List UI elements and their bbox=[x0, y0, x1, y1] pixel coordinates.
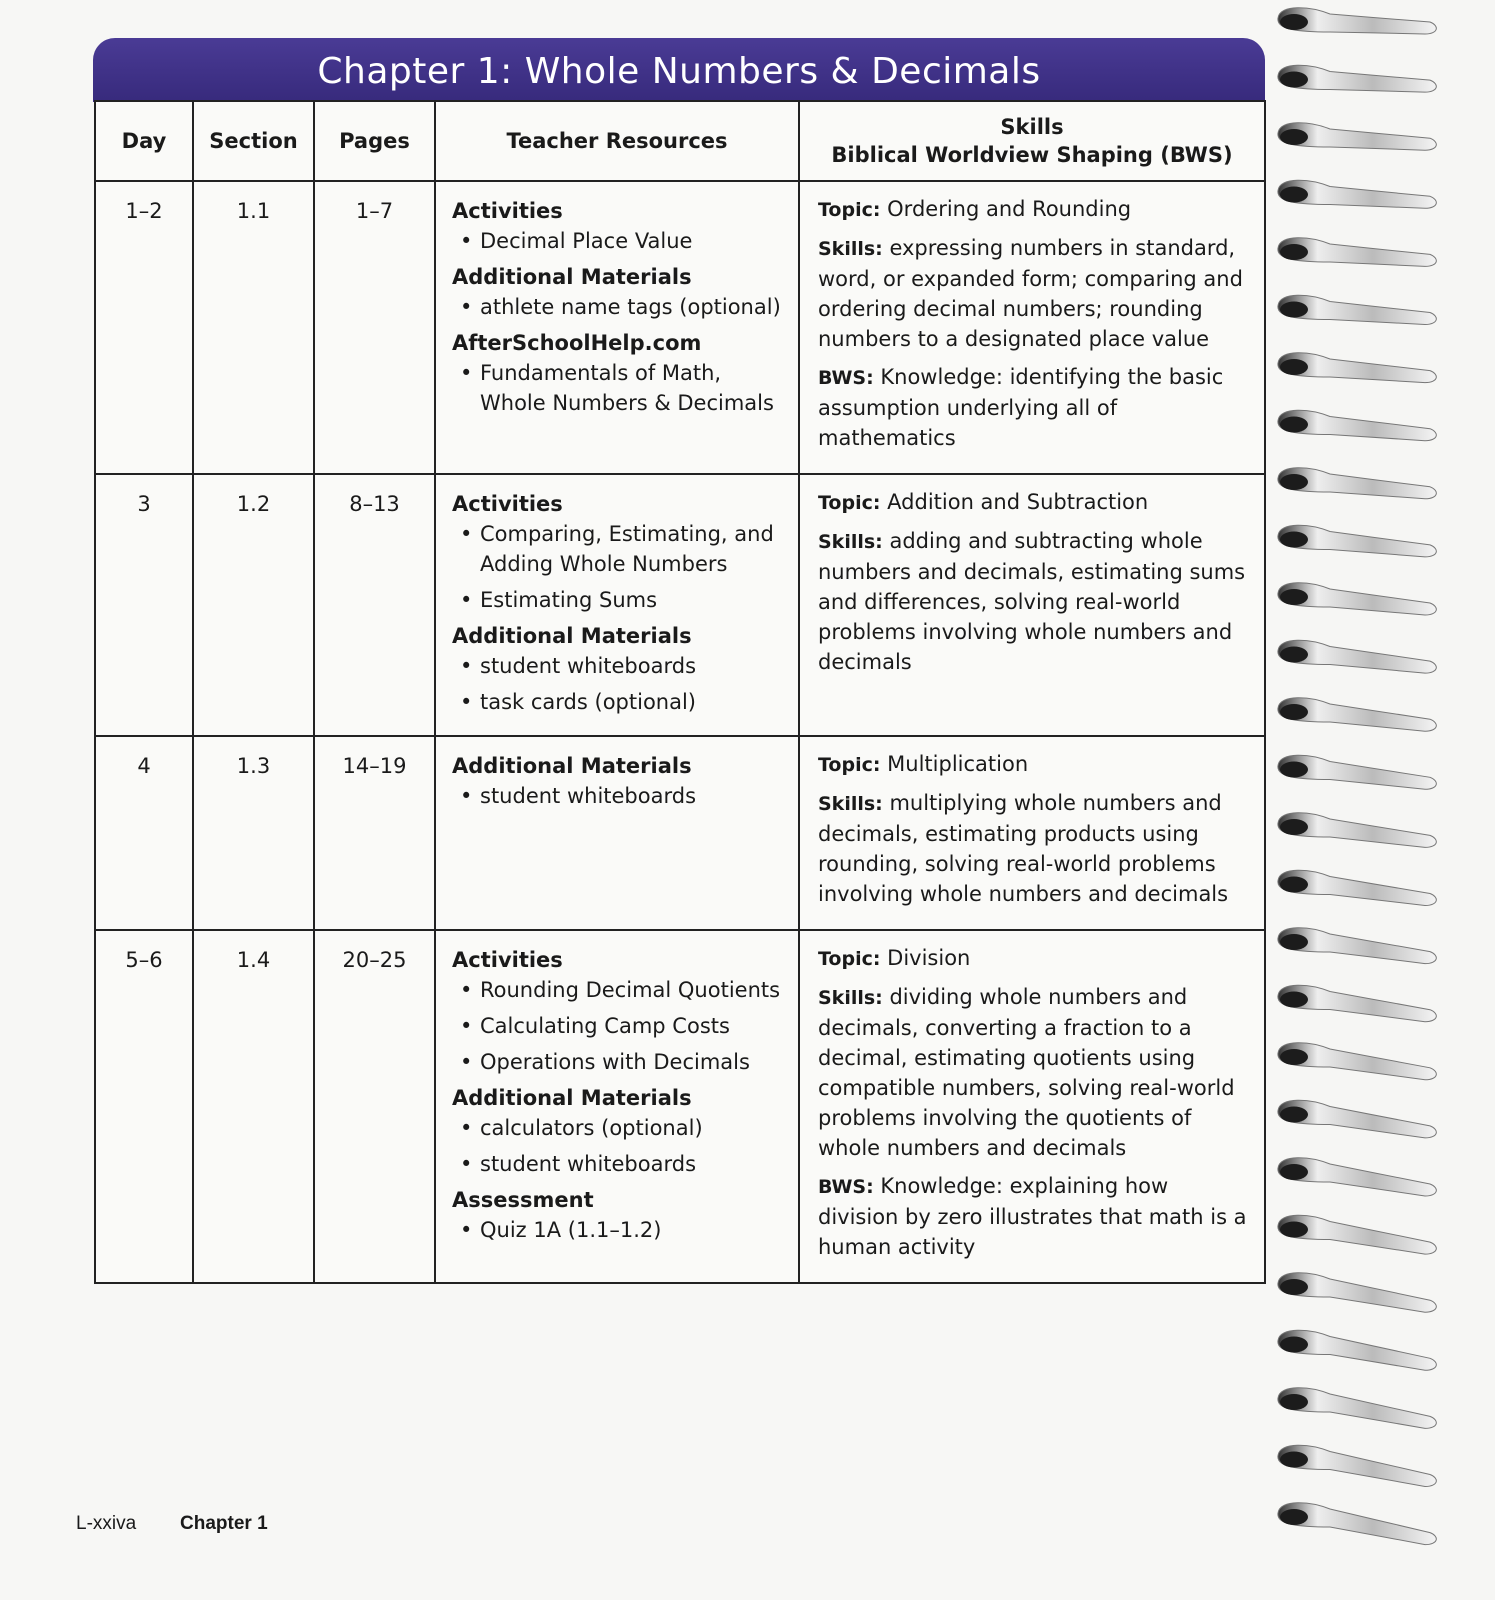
skills-line bbox=[818, 788, 1250, 909]
resource-list bbox=[452, 519, 788, 615]
resource-item: • student whiteboards bbox=[452, 1149, 788, 1179]
resource-item: • Comparing, Estimating, and Adding Whole Numbers bbox=[452, 519, 788, 579]
section-cell: 1.4 bbox=[193, 930, 314, 1283]
spiral-hole bbox=[1280, 992, 1308, 1008]
spiral-hole bbox=[1280, 1049, 1308, 1065]
teacher-resources-cell bbox=[435, 736, 799, 930]
resource-list bbox=[452, 781, 788, 811]
table-header-row bbox=[95, 101, 1265, 181]
table-row bbox=[95, 736, 1265, 930]
skills-cell bbox=[799, 474, 1265, 736]
header-skills-line1: Skills bbox=[1000, 115, 1064, 139]
resource-item: • task cards (optional) bbox=[452, 687, 788, 717]
bws-line bbox=[818, 362, 1250, 453]
table-row bbox=[95, 181, 1265, 474]
page-number: L-xxiva bbox=[76, 1513, 137, 1534]
skills-cell bbox=[799, 930, 1265, 1283]
bws-line-text: Knowledge: explaining how division by zero illustrates that math is a human activity bbox=[818, 1174, 1247, 1259]
skills-line-text: adding and subtracting whole numbers and decimals, estimating sums and differences, solving real-world problems involving whole numbers and decimals bbox=[818, 529, 1246, 674]
resource-item: • Decimal Place Value bbox=[452, 226, 788, 256]
topic-line-text: Addition and Subtraction bbox=[887, 490, 1149, 514]
topic-line-label: Topic: bbox=[818, 492, 881, 514]
table-row bbox=[95, 474, 1265, 736]
pages-cell: 20–25 bbox=[314, 930, 435, 1283]
resource-list bbox=[452, 1215, 788, 1245]
topic-line bbox=[818, 194, 1250, 225]
resource-heading: Additional Materials bbox=[452, 624, 692, 648]
spiral-hole bbox=[1280, 647, 1308, 663]
resource-item: • calculators (optional) bbox=[452, 1113, 788, 1143]
resource-item: • Rounding Decimal Quotients bbox=[452, 975, 788, 1005]
topic-line-text: Multiplication bbox=[887, 752, 1029, 776]
spiral-hole bbox=[1280, 1509, 1308, 1525]
resource-list bbox=[452, 1113, 788, 1179]
spiral-hole bbox=[1280, 1164, 1308, 1180]
resource-heading: Activities bbox=[452, 199, 563, 223]
spiral-hole bbox=[1280, 244, 1308, 260]
resource-item: • Estimating Sums bbox=[452, 585, 788, 615]
resource-list bbox=[452, 358, 788, 418]
topic-line bbox=[818, 943, 1250, 974]
skills-line-label: Skills: bbox=[818, 793, 883, 815]
pages-cell: 8–13 bbox=[314, 474, 435, 736]
skills-line-text: expressing numbers in standard, word, or expanded form; comparing and ordering decimal numbers; rounding numbers to a designated place value bbox=[818, 236, 1243, 351]
spiral-hole bbox=[1280, 934, 1308, 950]
resource-heading: Additional Materials bbox=[452, 265, 692, 289]
resource-heading: Assessment bbox=[452, 1188, 594, 1212]
spiral-hole bbox=[1280, 704, 1308, 720]
spiral-hole bbox=[1280, 589, 1308, 605]
header-skills bbox=[799, 101, 1265, 181]
skills-line-label: Skills: bbox=[818, 987, 883, 1009]
teacher-resources-cell bbox=[435, 930, 799, 1283]
spiral-hole bbox=[1280, 1394, 1308, 1410]
teacher-resources-cell bbox=[435, 474, 799, 736]
skills-line bbox=[818, 233, 1250, 354]
resource-item: • Fundamentals of Math, Whole Numbers & Decimals bbox=[452, 358, 788, 418]
bws-line-label: BWS: bbox=[818, 1176, 874, 1198]
header-day: Day bbox=[95, 101, 193, 181]
resource-heading: Additional Materials bbox=[452, 754, 692, 778]
spiral-hole bbox=[1280, 1452, 1308, 1468]
spiral-hole bbox=[1280, 1279, 1308, 1295]
resource-list bbox=[452, 292, 788, 322]
spiral-hole bbox=[1280, 762, 1308, 778]
header-skills-line2: Biblical Worldview Shaping (BWS) bbox=[831, 143, 1233, 167]
spiral-hole bbox=[1280, 359, 1308, 375]
skills-line-text: multiplying whole numbers and decimals, estimating products using rounding, solving real-world problems involving whole numbers and decimals bbox=[818, 791, 1229, 906]
bws-line-text: Knowledge: identifying the basic assumption underlying all of mathematics bbox=[818, 365, 1224, 450]
bws-line bbox=[818, 1171, 1250, 1262]
skills-cell bbox=[799, 736, 1265, 930]
skills-cell bbox=[799, 181, 1265, 474]
day-cell: 5–6 bbox=[95, 930, 193, 1283]
teacher-resources-cell bbox=[435, 181, 799, 474]
skills-line-text: dividing whole numbers and decimals, converting a fraction to a decimal, estimating quotients using compatible numbers, solving real-world problems involving the quotients of whole numbers and decimals bbox=[818, 985, 1235, 1160]
spiral-hole bbox=[1280, 187, 1308, 203]
resource-list bbox=[452, 975, 788, 1077]
spiral-hole bbox=[1280, 1222, 1308, 1238]
resource-item: • Quiz 1A (1.1–1.2) bbox=[452, 1215, 788, 1245]
footer-chapter: Chapter 1 bbox=[180, 1513, 268, 1534]
section-cell: 1.2 bbox=[193, 474, 314, 736]
header-section: Section bbox=[193, 101, 314, 181]
resource-item: • student whiteboards bbox=[452, 651, 788, 681]
topic-line bbox=[818, 749, 1250, 780]
topic-line bbox=[818, 487, 1250, 518]
spiral-hole bbox=[1280, 474, 1308, 490]
section-cell: 1.3 bbox=[193, 736, 314, 930]
header-pages: Pages bbox=[314, 101, 435, 181]
skills-line bbox=[818, 526, 1250, 677]
section-cell: 1.1 bbox=[193, 181, 314, 474]
spiral-hole bbox=[1280, 14, 1308, 30]
spiral-hole bbox=[1280, 1337, 1308, 1353]
skills-line-label: Skills: bbox=[818, 238, 883, 260]
header-teacher-resources: Teacher Resources bbox=[435, 101, 799, 181]
topic-line-text: Division bbox=[887, 946, 971, 970]
resource-list bbox=[452, 226, 788, 256]
topic-line-label: Topic: bbox=[818, 754, 881, 776]
day-cell: 4 bbox=[95, 736, 193, 930]
lesson-plan-table bbox=[94, 100, 1266, 1284]
resource-heading: Activities bbox=[452, 948, 563, 972]
table-row bbox=[95, 930, 1265, 1283]
resource-item: • Calculating Camp Costs bbox=[452, 1011, 788, 1041]
spiral-hole bbox=[1280, 129, 1308, 145]
spiral-hole bbox=[1280, 72, 1308, 88]
spiral-hole bbox=[1280, 1107, 1308, 1123]
skills-line-label: Skills: bbox=[818, 531, 883, 553]
topic-line-label: Topic: bbox=[818, 199, 881, 221]
spiral-hole bbox=[1280, 302, 1308, 318]
resource-heading: AfterSchoolHelp.com bbox=[452, 331, 702, 355]
spiral-hole bbox=[1280, 417, 1308, 433]
day-cell: 3 bbox=[95, 474, 193, 736]
bws-line-label: BWS: bbox=[818, 367, 874, 389]
topic-line-text: Ordering and Rounding bbox=[887, 197, 1132, 221]
resource-heading: Activities bbox=[452, 492, 563, 516]
pages-cell: 14–19 bbox=[314, 736, 435, 930]
spiral-hole bbox=[1280, 819, 1308, 835]
chapter-title: Chapter 1: Whole Numbers & Decimals bbox=[93, 38, 1265, 102]
spiral-hole bbox=[1280, 877, 1308, 893]
spiral-binding bbox=[1270, 0, 1495, 1600]
resource-item: • Operations with Decimals bbox=[452, 1047, 788, 1077]
resource-item: • student whiteboards bbox=[452, 781, 788, 811]
resource-heading: Additional Materials bbox=[452, 1086, 692, 1110]
resource-item: • athlete name tags (optional) bbox=[452, 292, 788, 322]
spiral-hole bbox=[1280, 532, 1308, 548]
skills-line bbox=[818, 982, 1250, 1163]
pages-cell: 1–7 bbox=[314, 181, 435, 474]
resource-list bbox=[452, 651, 788, 717]
day-cell: 1–2 bbox=[95, 181, 193, 474]
topic-line-label: Topic: bbox=[818, 948, 881, 970]
